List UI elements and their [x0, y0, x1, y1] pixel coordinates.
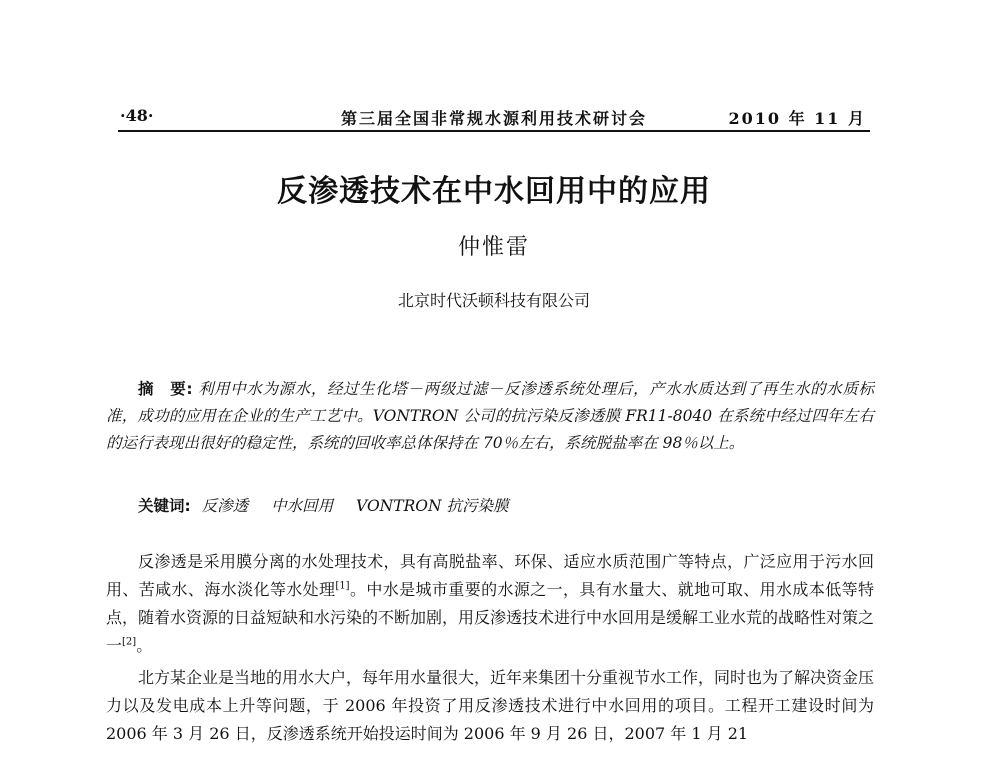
paragraph-text: 。中水是城市重要的水源之一，具有水量大、就地可取、用水成本低等特点，随着水资源的日益短缺和水污染的不断加剧，用反渗透技术进行中水回用是缓解工业水荒的战略性对策之一: [106, 580, 875, 655]
body-paragraph-1: [106, 548, 874, 660]
abstract: [106, 376, 874, 457]
paragraph-text: 。: [136, 636, 153, 655]
paragraph-text: 反渗透是采用膜分离的水处理技术，具有高脱盐率、环保、适应水质范围广等特点，广泛应用于污水回用、苦咸水、海水淡化等水处理: [106, 552, 874, 599]
citation-ref[interactable]: [2]: [122, 636, 137, 648]
body-text: [106, 548, 874, 752]
keyword: 中水回用: [271, 497, 334, 515]
issue-date: 2010 年 11 月: [728, 109, 866, 128]
article-author: 仲惟雷: [457, 235, 530, 260]
article-title: 反渗透技术在中水回用中的应用: [277, 174, 711, 209]
keyword: VONTRON 抗污染膜: [356, 497, 509, 515]
body-paragraph-2: 北方某企业是当地的用水大户，每年用水量很大，近年来集团十分重视节水工作，同时也为了解决资金压力以及发电成本上升等问题，于 2006 年投资了用反渗透技术进行中水回用的项目。工程开工建设时间为 2006 年 3 月 26 日，反渗透系统开始投运时间为 2006 年 9 月 26 日，2007 年 1 月 21: [106, 668, 875, 743]
abstract-text: 利用中水为源水，经过生化塔－两级过滤－反渗透系统处理后，产水水质达到了再生水的水质标准，成功的应用在企业的生产工艺中。VONTRON 公司的抗污染反渗透膜 FR11-8040 在系统中经过四年左右的运行表现出很好的稳定性，系统的回收率总体保持在 70％左右，系统脱盐率在 98％以上。: [106, 380, 874, 452]
keywords: [138, 494, 874, 516]
conference-name: 第三届全国非常规水源利用技术研讨会: [340, 109, 647, 128]
citation-ref[interactable]: [1]: [335, 580, 350, 592]
abstract-label: 摘 要:: [138, 380, 193, 398]
author-affiliation: 北京时代沃顿科技有限公司: [397, 291, 590, 310]
running-header: [118, 104, 870, 132]
keyword: 反渗透: [201, 497, 249, 515]
keywords-label: 关键词:: [138, 497, 191, 515]
page-number: ·48·: [120, 106, 154, 125]
